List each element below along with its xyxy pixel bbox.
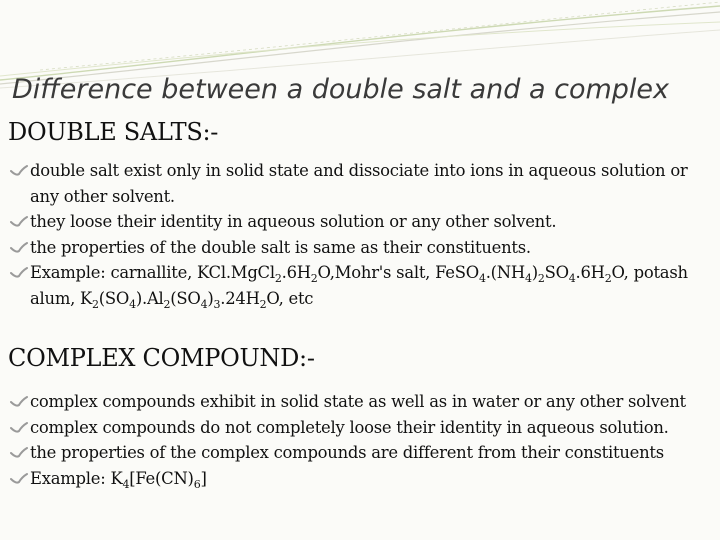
- list-item: [0, 235, 716, 261]
- tick-swoosh-icon: [10, 266, 28, 280]
- example-text: Example: $K_4[Fe(CN)_6]$: [30, 468, 207, 491]
- double-salts-heading: DOUBLE SALTS:-: [8, 118, 219, 146]
- list-item: [0, 209, 716, 235]
- tick-swoosh-icon: [10, 472, 28, 486]
- list-item: [0, 415, 716, 441]
- list-item: [0, 440, 716, 466]
- double-salts-list: [0, 158, 716, 312]
- bullet-text: double salt exist only in solid state and dissociate into ions in aqueous solution or any other solvent.: [30, 161, 688, 206]
- list-item: [0, 158, 716, 209]
- bullet-text: complex compounds exhibit in solid state as well as in water or any other solvent: [30, 392, 686, 411]
- tick-swoosh-icon: [10, 241, 28, 255]
- list-item: [0, 389, 716, 415]
- list-item-example: [0, 466, 716, 492]
- tick-swoosh-icon: [10, 395, 28, 409]
- tick-swoosh-icon: [10, 164, 28, 178]
- tick-swoosh-icon: [10, 421, 28, 435]
- tick-swoosh-icon: [10, 446, 28, 460]
- tick-swoosh-icon: [10, 215, 28, 229]
- bullet-text: complex compounds do not completely loose their identity in aqueous solution.: [30, 417, 669, 437]
- slide-title: Difference between a double salt and a complex: [12, 74, 670, 105]
- example-text: Example: carnallite, $KCl.MgCl_2.6H_2O,Mohr's$ salt, $FeSO_4.(NH_4)_2SO_4.6H_2O$, potash alum, $K_2(SO_4).Al_2(SO_4)_3.24H_2O$, etc: [30, 263, 688, 311]
- complex-compound-heading: COMPLEX COMPOUND:-: [8, 344, 315, 372]
- bullet-text: the properties of the complex compounds are different from their constituents: [30, 443, 664, 463]
- bullet-text: the properties of the double salt is same as their constituents.: [30, 237, 531, 257]
- complex-compound-list: [0, 389, 716, 491]
- bullet-text: they loose their identity in aqueous solution or any other solvent.: [30, 212, 557, 232]
- list-item-example: [0, 260, 716, 311]
